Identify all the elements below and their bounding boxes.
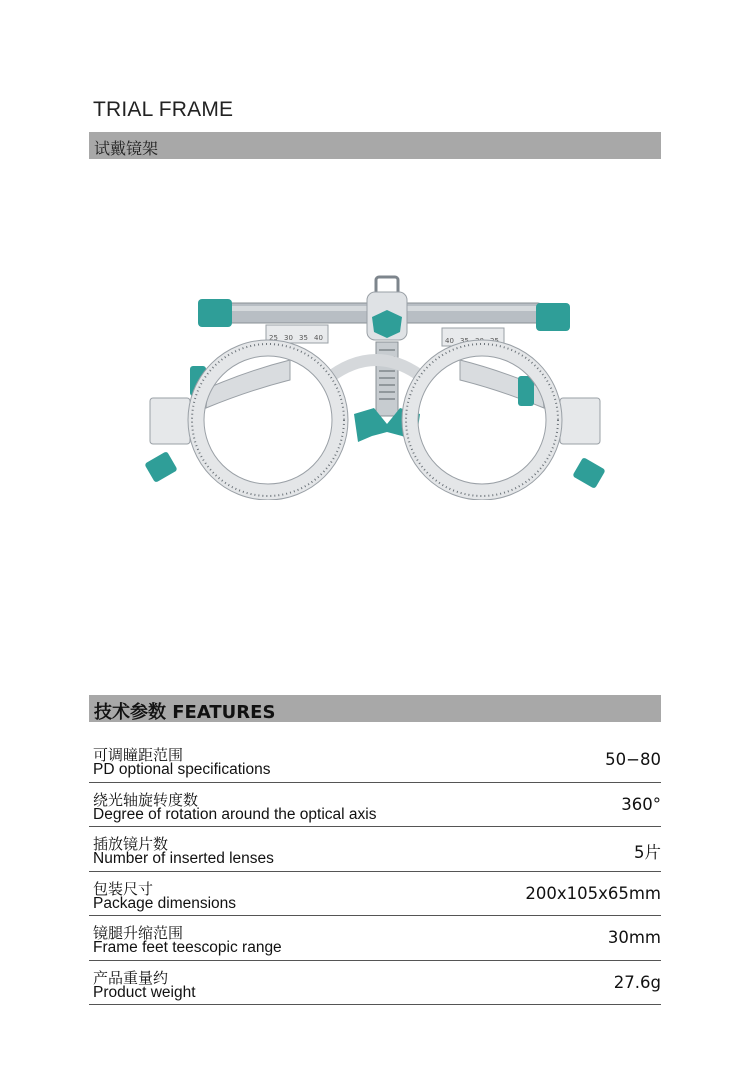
spec-label-en: PD optional specifications bbox=[93, 761, 271, 778]
temple-block-right bbox=[560, 398, 600, 444]
rod-cap-right bbox=[536, 303, 570, 331]
handle-right bbox=[572, 457, 606, 489]
temple-block-left bbox=[150, 398, 190, 444]
spec-row bbox=[89, 961, 661, 1006]
spec-label-cn: 包装尺寸 bbox=[93, 879, 154, 898]
features-header: 技术参数 FEATURES bbox=[94, 702, 276, 723]
spec-row bbox=[89, 916, 661, 961]
spec-label-en: Number of inserted lenses bbox=[93, 850, 274, 867]
scale-right-1: 35 bbox=[460, 337, 469, 345]
spec-row bbox=[89, 738, 661, 783]
scale-right-2: 30 bbox=[475, 337, 484, 345]
scale-right-3: 25 bbox=[490, 337, 499, 345]
spec-row bbox=[89, 827, 661, 872]
left-lens-ring bbox=[188, 340, 348, 500]
spec-table bbox=[89, 738, 661, 1005]
center-rack bbox=[376, 342, 398, 416]
scale-left-3: 40 bbox=[314, 334, 323, 342]
spec-value: 360° bbox=[621, 794, 661, 814]
spec-label-cn: 插放镜片数 bbox=[93, 835, 169, 853]
spec-label-cn: 产品重量约 bbox=[93, 968, 169, 987]
subtitle-bar bbox=[89, 132, 661, 159]
rod-cap-left bbox=[198, 299, 232, 327]
scale-left-0: 25 bbox=[269, 334, 278, 342]
spec-label-en: Product weight bbox=[93, 983, 196, 1001]
spec-label-en: Degree of rotation around the optical axis bbox=[93, 805, 377, 823]
handle-left bbox=[144, 451, 178, 483]
spec-label-en: Frame feet teescopic range bbox=[93, 939, 282, 956]
spec-label-en: Package dimensions bbox=[93, 894, 237, 912]
spec-label-cn: 绕光轴旋转度数 bbox=[93, 790, 199, 809]
scale-left-2: 35 bbox=[299, 334, 308, 342]
spec-value: 50−80 bbox=[605, 750, 661, 769]
page-title: TRIAL FRAME bbox=[93, 98, 234, 121]
spec-label-cn: 镜腿升缩范围 bbox=[93, 924, 184, 942]
trial-frame-image bbox=[140, 270, 610, 500]
scale-left-1: 30 bbox=[284, 334, 293, 342]
subtitle-cn: 试戴镜架 bbox=[94, 139, 159, 158]
spec-value: 200x105x65mm bbox=[525, 883, 661, 903]
spec-row bbox=[89, 872, 661, 917]
spec-value: 30mm bbox=[607, 928, 661, 947]
spec-value: 27.6g bbox=[613, 972, 661, 992]
spec-value: 5片 bbox=[634, 843, 661, 862]
features-header-bar bbox=[89, 695, 661, 722]
spec-row bbox=[89, 783, 661, 828]
scale-right-0: 40 bbox=[445, 337, 454, 345]
spec-label-cn: 可调瞳距范围 bbox=[93, 746, 184, 764]
right-lens-ring bbox=[402, 340, 562, 500]
